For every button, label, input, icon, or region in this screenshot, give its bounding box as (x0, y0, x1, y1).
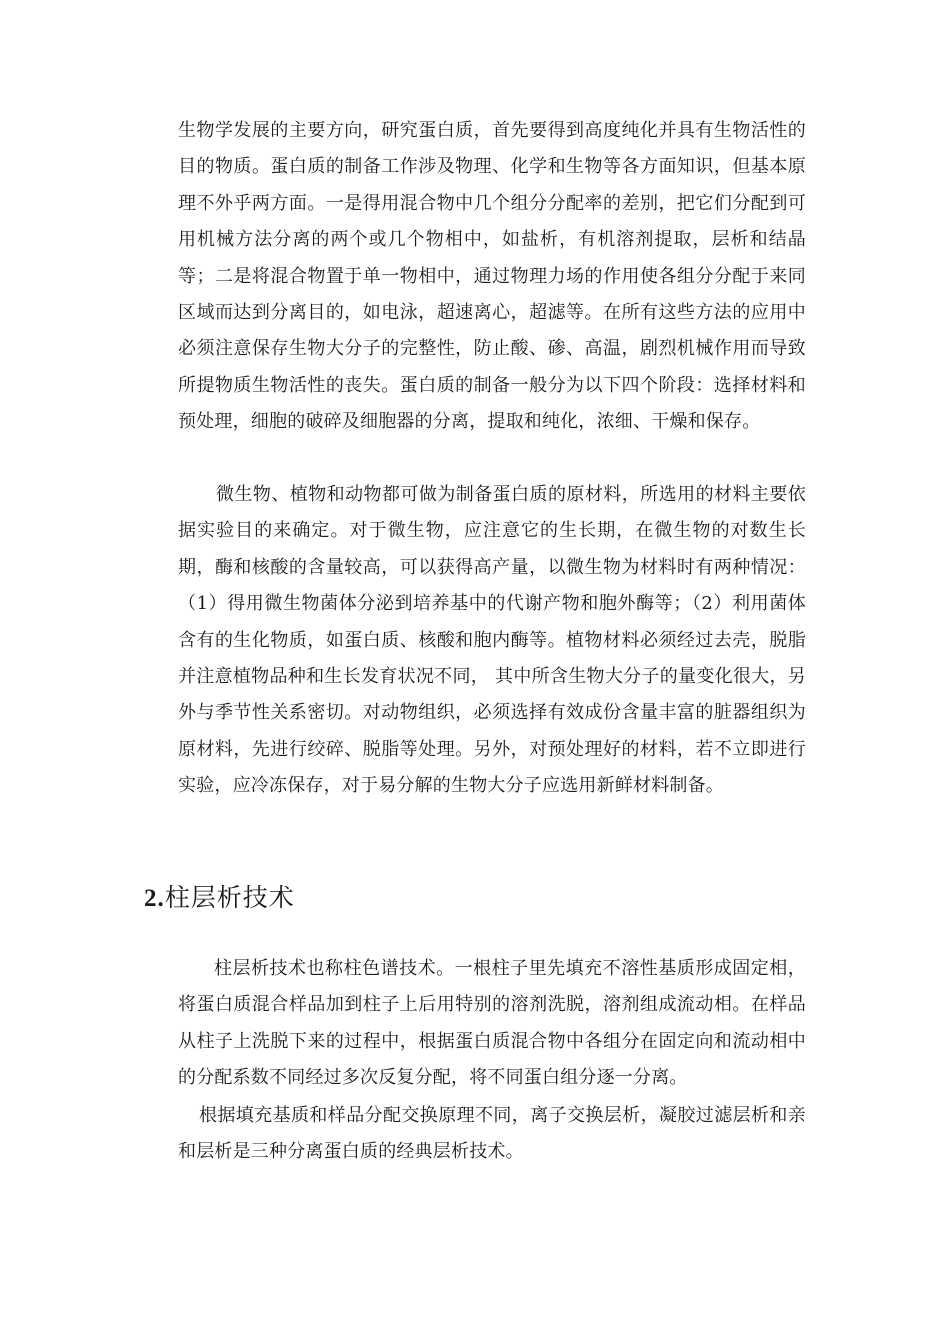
body-paragraph: 生物学发展的主要方向，研究蛋白质，首先要得到高度纯化并具有生物活性的目的物质。蛋白质的制备工作涉及物理、化学和生物等各方面知识，但基本原理不外乎两方面。一是得用混合物中几个组分分配率的差别，把它们分配到可用机械方法分离的两个或几个物相中，如盐析，有机溶剂提取，层析和结晶等；二是将混合物置于单一物相中，通过物理力场的作用使各组分分配于来同区域而达到分离目的，如电泳，超速离心，超滤等。在所有这些方法的应用中必须注意保存生物大分子的完整性，防止酸、碜、高温，剧烈机械作用而导致所提物质生物活性的丧失。蛋白质的制备一般分为以下四个阶段：选择材料和预处理，细胞的破碎及细胞器的分离，提取和纯化，浓细、干燥和保存。 (178, 120, 806, 433)
section-number: 2. (144, 885, 165, 912)
section-title: 柱层析技术 (164, 883, 295, 912)
body-paragraph: 微生物、植物和动物都可做为制备蛋白质的原材料，所选用的材料主要依据实验目的来确定。对于微生物，应注意它的生长期，在微生物的对数生长期，酶和核酸的含量较高，可以获得高产量，以微生物为材料时有两种情况：（1）得用微生物菌体分泌到培养基中的代谢产物和胞外酶等；（2）利用菌体含有的生化物质，如蛋白质、核酸和胞内酶等。植物材料必须经过去壳，脱脂并注意植物品种和生长发育状况不同， 其中所含生物大分子的量变化很大，另外与季节性关系密切。对动物组织，必须选择有效成份含量丰富的脏器组织为原材料，先进行绞碎、脱脂等处理。另外，对预处理好的材料，若不立即进行实验，应冷冻保存，对于易分解的生物大分子应选用新鲜材料制备。 (178, 484, 806, 797)
body-paragraph: 柱层析技术也称柱色谱技术。一根柱子里先填充不溶性基质形成固定相，将蛋白质混合样品加到柱子上后用特别的溶剂洗脱，溶剂组成流动相。在样品从柱子上洗脱下来的过程中，根据蛋白质混合物中各组分在固定向和流动相中的分配系数不同经过多次反复分配，将不同蛋白组分逐一分离。 (178, 958, 806, 1089)
section-heading (144, 878, 295, 919)
body-paragraph: 根据填充基质和样品分配交换原理不同，离子交换层析，凝胶过滤层析和亲和层析是三种分离蛋白质的经典层析技术。 (178, 1105, 806, 1163)
